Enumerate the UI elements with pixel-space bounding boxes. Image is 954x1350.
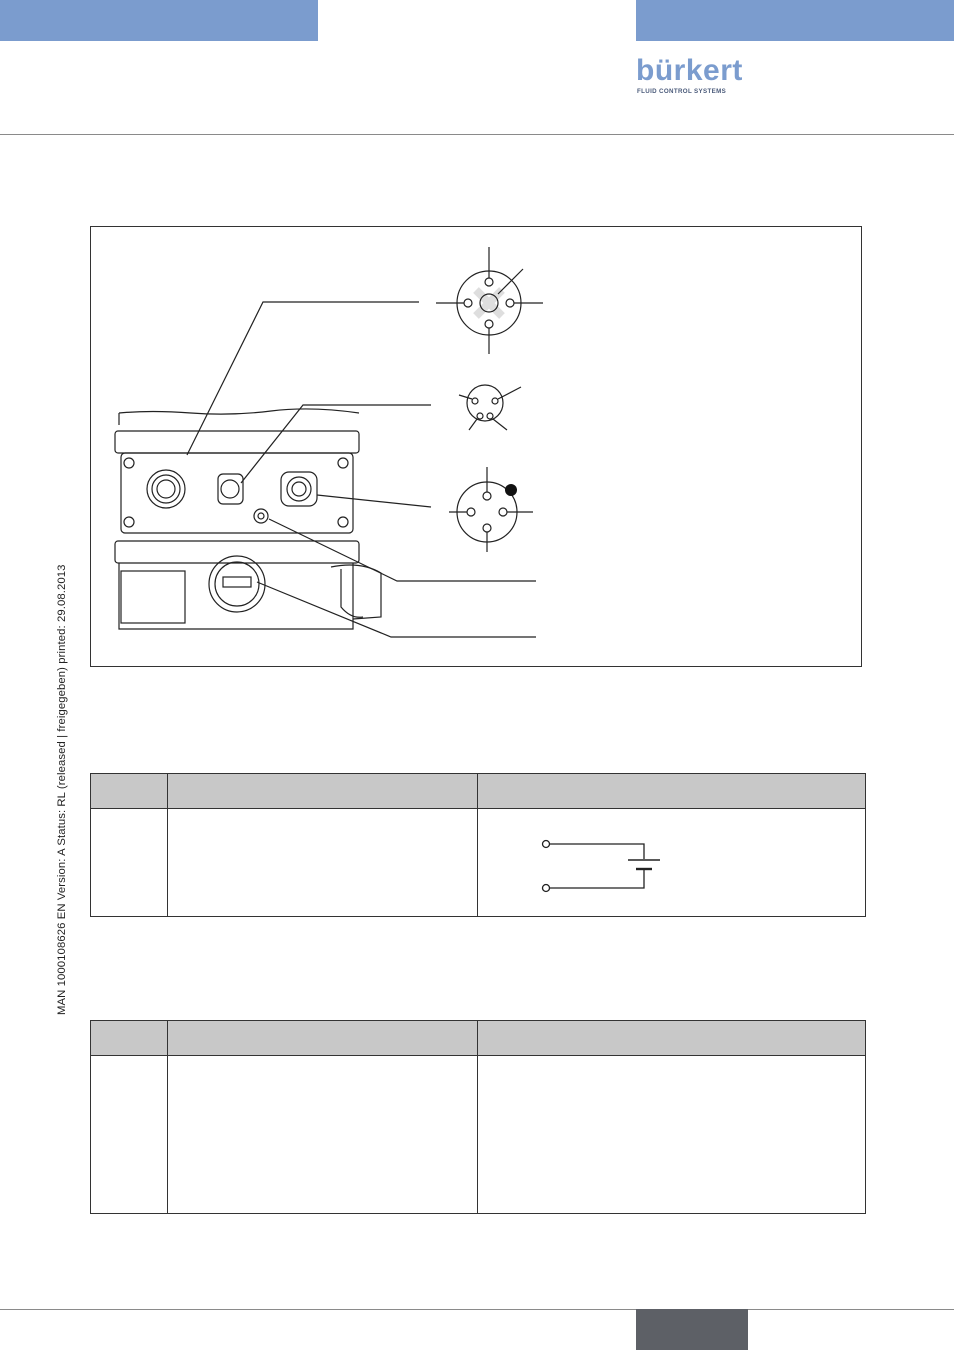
footer-divider — [0, 1309, 954, 1310]
device-connector-plate — [121, 453, 353, 533]
header-cell — [168, 774, 478, 809]
table-cell — [478, 1056, 866, 1214]
device-switch — [223, 577, 251, 587]
device-cover-dial — [209, 556, 265, 612]
connection-table-2 — [90, 1020, 866, 1214]
pinout-3-key-marker — [505, 484, 517, 496]
header-cell — [478, 1021, 866, 1056]
header-band-right — [636, 0, 954, 41]
header-band-left — [0, 0, 318, 41]
device-side-bracket — [331, 565, 381, 619]
leader-line-2 — [241, 405, 431, 483]
header-cell — [478, 774, 866, 809]
supply-schematic-svg — [478, 809, 865, 916]
terminal-bottom — [543, 885, 550, 892]
brand-logo — [636, 54, 743, 98]
table-cell — [91, 1056, 168, 1214]
connection-table-1 — [90, 773, 866, 917]
table-cell-schematic — [478, 809, 866, 917]
connection-diagram-svg — [91, 227, 863, 668]
device-connector-large — [147, 470, 185, 508]
table-row — [91, 1056, 866, 1214]
table-cell — [168, 1056, 478, 1214]
terminal-top — [543, 841, 550, 848]
header-cell — [91, 774, 168, 809]
leader-line-1 — [187, 302, 419, 455]
header-divider — [0, 134, 954, 135]
document-info: MAN 1000108626 EN Version: A Status: RL (released | freigegeben) printed: 29.08.2013 — [56, 564, 68, 1015]
header-cell — [91, 1021, 168, 1056]
device-label-area — [121, 571, 185, 623]
wire-top — [550, 844, 644, 859]
table-cell — [91, 809, 168, 917]
plate-screw-tl — [124, 458, 134, 468]
table-cell — [168, 809, 478, 917]
logo-wordmark: bürkert — [636, 54, 743, 87]
plate-screw-br — [338, 517, 348, 527]
header-cell — [168, 1021, 478, 1056]
table-header-row — [91, 774, 866, 809]
leader-line-3 — [317, 495, 431, 507]
device-ground-screw — [254, 509, 268, 523]
table-header-row — [91, 1021, 866, 1056]
page-number-tab — [636, 1309, 748, 1350]
plate-screw-bl — [124, 517, 134, 527]
leader-line-4 — [269, 519, 536, 581]
logo-tagline: FLUID CONTROL SYSTEMS — [637, 88, 727, 95]
device-top-edge — [119, 409, 359, 425]
wire-bottom — [550, 869, 644, 888]
table-row — [91, 809, 866, 917]
connection-figure — [90, 226, 862, 667]
device-upper-band — [115, 431, 359, 453]
plate-screw-tr — [338, 458, 348, 468]
